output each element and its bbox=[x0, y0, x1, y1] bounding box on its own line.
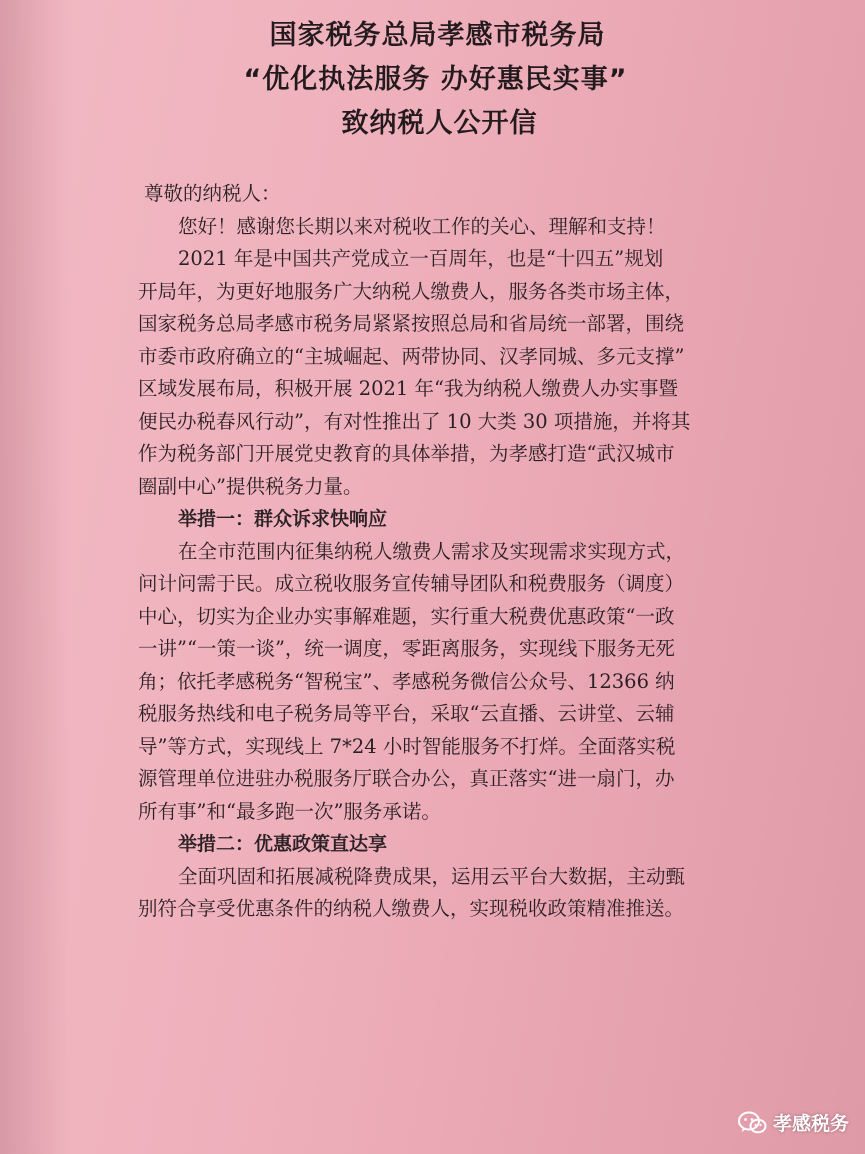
salutation: 尊敬的纳税人： bbox=[144, 182, 281, 205]
letter-line: 区域发展布局，积极开展 2021 年“我为纳税人缴费人办实事暨 bbox=[138, 377, 678, 400]
letter-line: 便民办税春风行动”，有对性推出了 10 大类 30 项措施，并将其 bbox=[138, 409, 691, 433]
measure-1-line: 在全市范围内征集纳税人缴费人需求及实现需求实现方式， bbox=[178, 539, 686, 563]
measure-1-line: 导”等方式，实现线上 7*24 小时智能服务不打烊。全面落实税 bbox=[138, 734, 676, 758]
document-title bbox=[0, 14, 865, 146]
measure-1-line: 源管理单位进驻办税服务厅联合办公，真正落实“进一扇门，办 bbox=[138, 767, 675, 790]
measure-2-heading: 举措二：优惠政策直达享 bbox=[178, 833, 388, 855]
letter-body bbox=[138, 178, 778, 926]
watermark-label: 孝感税务 bbox=[772, 1113, 849, 1135]
letter-line: 开局年，为更好地服务广大纳税人缴费人，服务各类市场主体， bbox=[138, 279, 685, 303]
measure-2-line: 全面巩固和拓展减税降费成果，运用云平台大数据，主动甄 bbox=[178, 864, 686, 888]
measure-1-line: 角；依托孝感税务“智税宝”、孝感税务微信公众号、12366 纳 bbox=[138, 669, 675, 693]
letter-line: 2021 年是中国共产党成立一百周年，也是“十四五”规划 bbox=[178, 247, 664, 270]
measure-1-line: 中心，切实为企业办实事解难题，实行重大税费优惠政策“一政 bbox=[138, 604, 675, 628]
wechat-icon bbox=[737, 1110, 767, 1136]
title-line-3: 致纳税人公开信 bbox=[341, 108, 538, 139]
letter-line: 国家税务总局孝感市税务局紧紧按照总局和省局统一部署，围绕 bbox=[138, 312, 685, 335]
letter-line: 市委市政府确立的“主城崛起、两带协同、汉孝同城、多元支撑” bbox=[138, 344, 685, 368]
title-line-2: “优化执法服务 办好惠民实事” bbox=[243, 64, 628, 95]
title-line-1: 国家税务总局孝感市税务局 bbox=[269, 20, 606, 51]
measure-1-line: 问计问需于民。成立税收服务宣传辅导团队和税费服务（调度） bbox=[138, 572, 685, 595]
measure-1-line: 所有事”和“最多跑一次”服务承诺。 bbox=[138, 799, 441, 823]
measure-1-line: 税服务热线和电子税务局等平台，采取“云直播、云讲堂、云辅 bbox=[138, 702, 675, 725]
letter-line: 圈副中心”提供税务力量。 bbox=[138, 474, 363, 498]
measure-2-line: 别符合享受优惠条件的纳税人缴费人，实现税收政策精准推送。 bbox=[138, 897, 685, 920]
measure-1-heading: 举措一：群众诉求快响应 bbox=[178, 508, 388, 530]
letter-line: 您好！感谢您长期以来对税收工作的关心、理解和支持！ bbox=[178, 214, 666, 238]
page-shadow bbox=[0, 0, 70, 1154]
letter-line: 作为税务部门开展党史教育的具体举措，为孝感打造“武汉城市 bbox=[138, 442, 675, 465]
wechat-watermark bbox=[737, 1109, 849, 1136]
measure-1-line: 一讲”“一策一谈”，统一调度，零距离服务，实现线下服务无死 bbox=[138, 637, 675, 660]
